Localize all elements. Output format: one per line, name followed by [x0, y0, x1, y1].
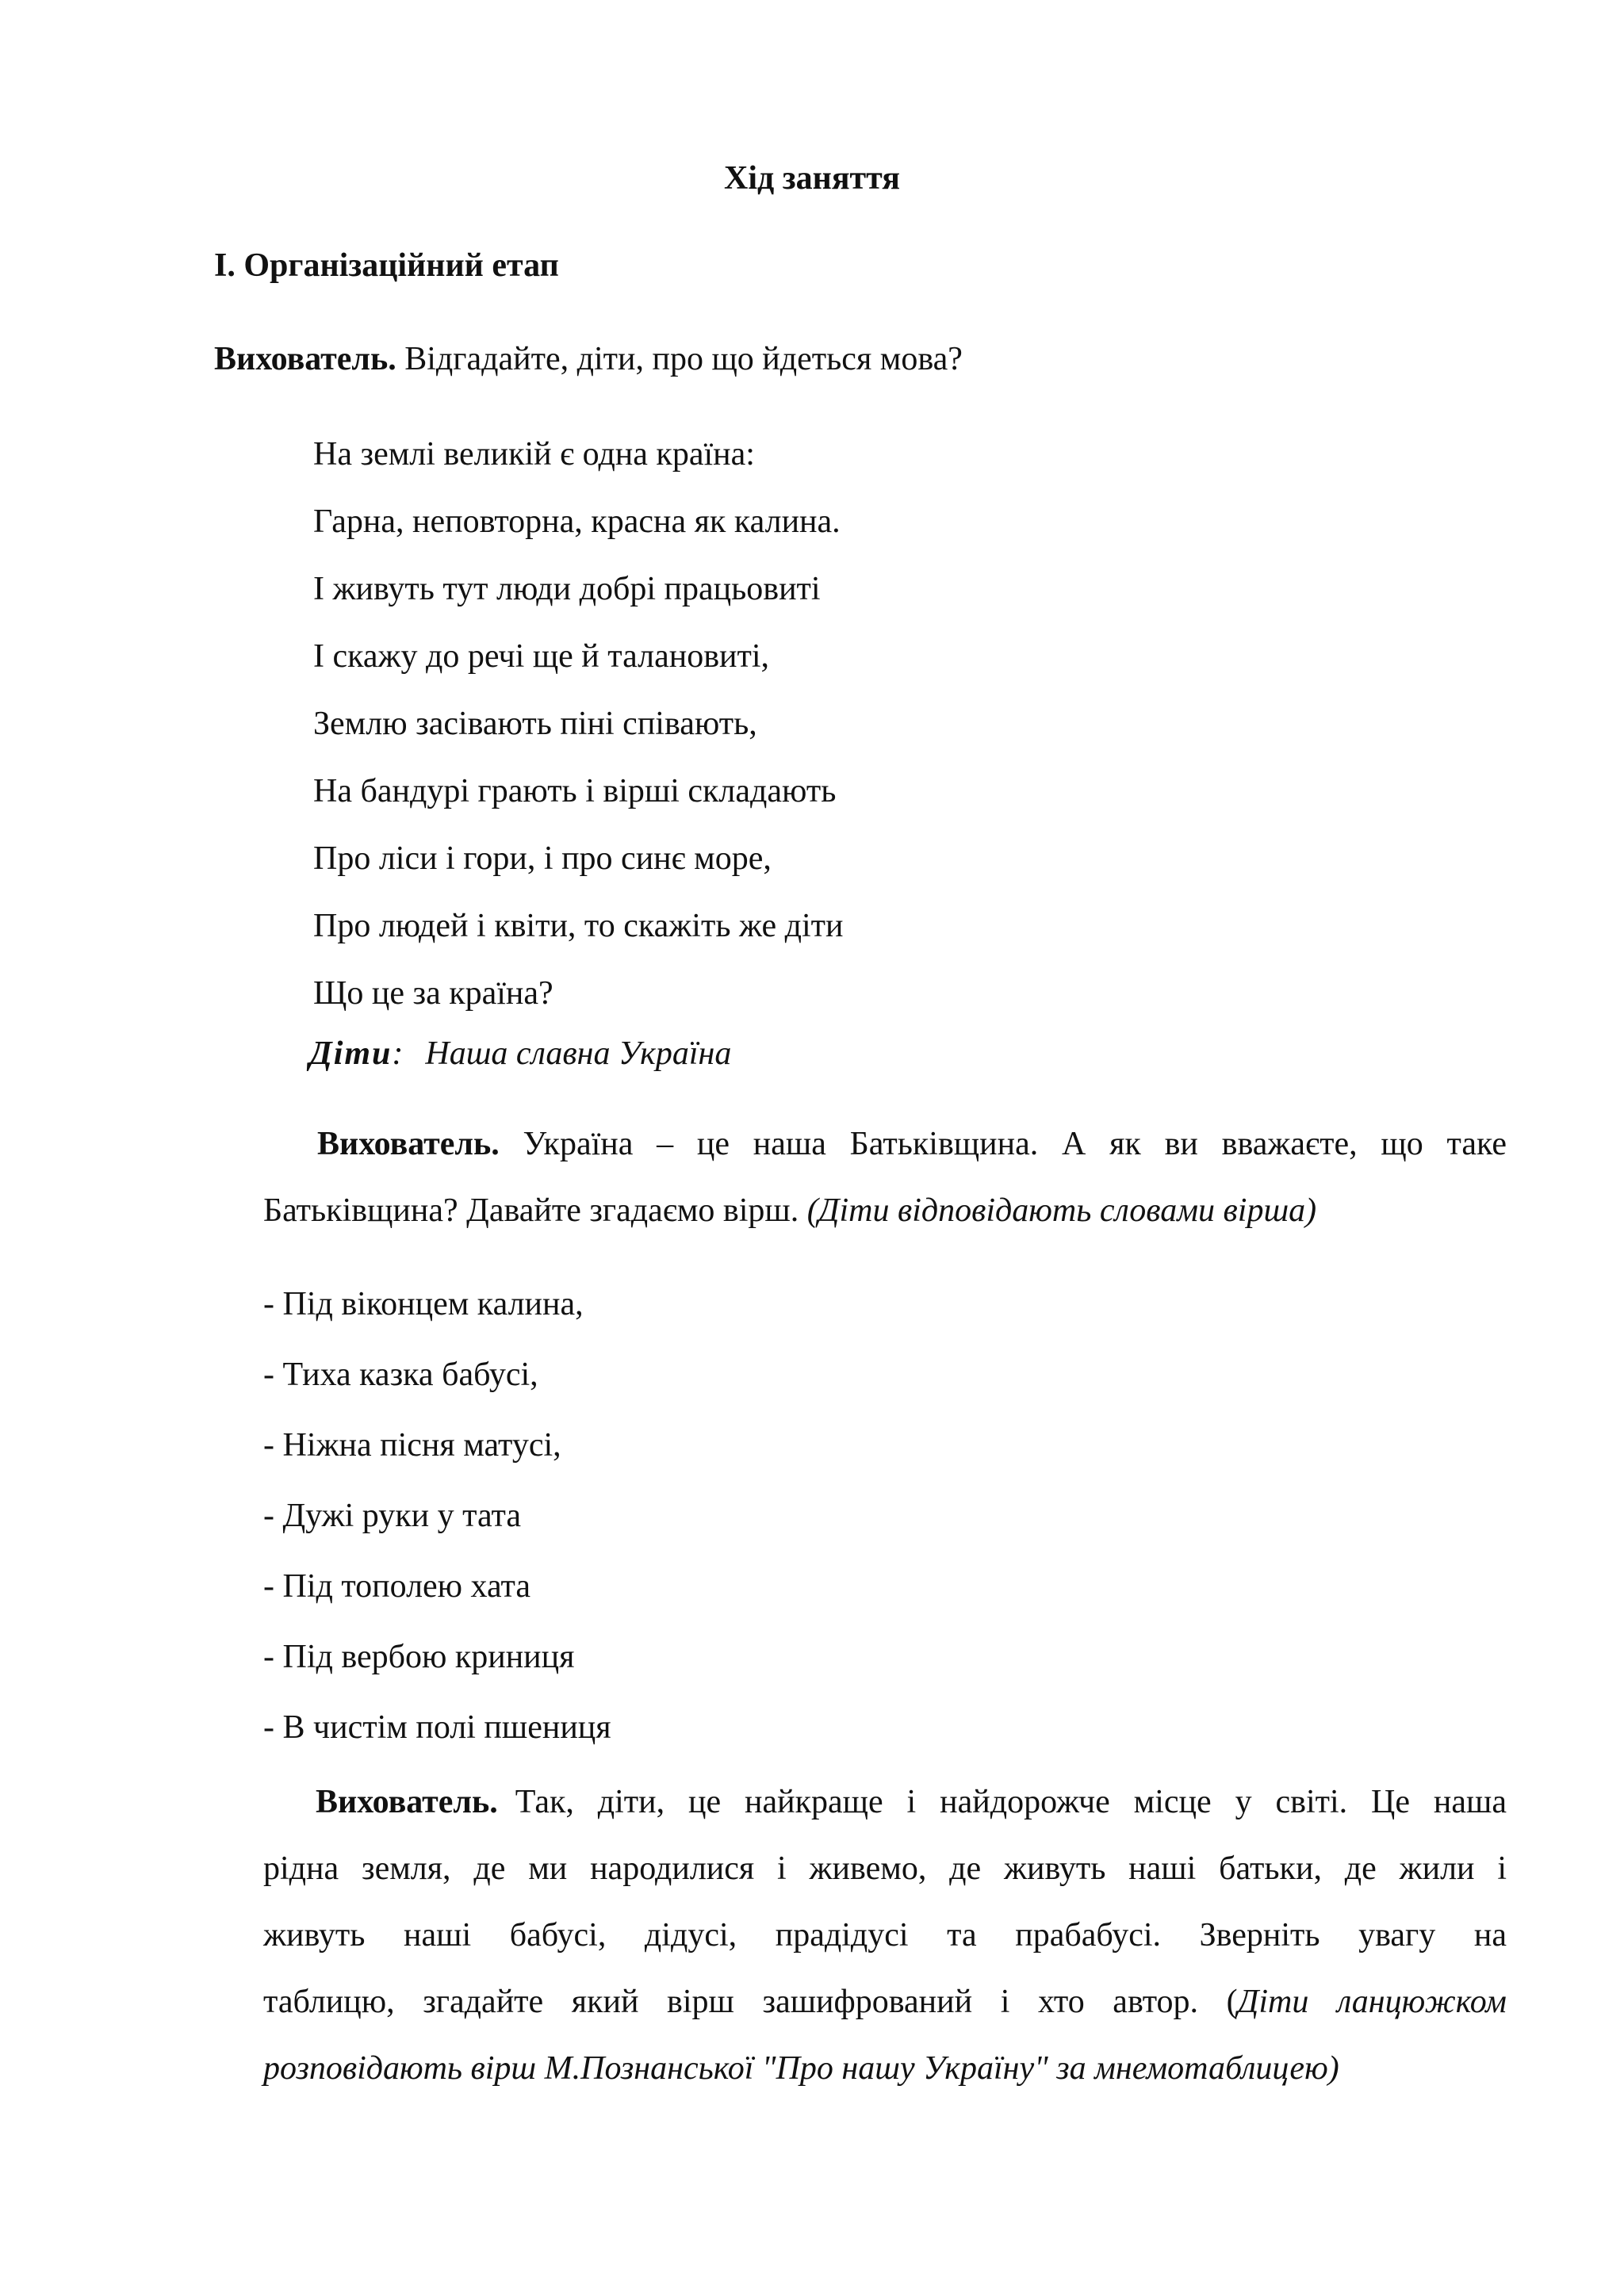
poem-line: На землі великій є одна країна: [313, 436, 755, 473]
paragraph-text: Україна – це наша Батьківщина. А як ви вважаєте, що таке [499, 1126, 1507, 1162]
paragraph-3-line-5: розповідають вірш М.Познанської "Про нашу Україну" за мнемотаблицею) [263, 2050, 1339, 2087]
paragraph-3-line-4 [263, 1982, 1507, 2022]
poem-line: Що це за країна? [313, 975, 553, 1012]
stage-direction: Діти ланцюжком [1237, 1984, 1507, 2020]
list-item: - Дужі руки у тата [263, 1498, 522, 1534]
answer-text: Наша славна Україна [425, 1035, 732, 1072]
paragraph-2-line-2 [263, 1191, 1316, 1230]
speaker-label: Вихователь. [316, 1784, 498, 1820]
paragraph-2-line-1 [317, 1124, 1507, 1164]
poem-line: І живуть тут люди добрі працьовиті [313, 571, 821, 607]
stage-direction: (Діти відповідають словами вірша) [806, 1192, 1317, 1229]
poem-line: Про ліси і гори, і про синє море, [313, 840, 772, 877]
paragraph-3-line-2: рідна земля, де ми народилися і живемо, де живуть наші батьки, де жили і [263, 1850, 1507, 1887]
poem-line: Землю засівають піні співають, [313, 706, 757, 742]
intro-text: Відгадайте, діти, про що йдеться мова? [396, 341, 963, 377]
list-item: - В чистім полі пшениця [263, 1709, 611, 1746]
answer-speaker: Діти [309, 1035, 393, 1072]
list-item: - Ніжна пісня матусі, [263, 1427, 561, 1464]
children-answer [309, 1034, 731, 1073]
intro-paragraph [214, 339, 963, 379]
list-item: - Під тополею хата [263, 1568, 531, 1605]
poem-line: Про людей і квіти, то скажіть же діти [313, 908, 844, 944]
paragraph-text: Так, діти, це найкраще і найдорожче місце у світі. Це наша [515, 1784, 1507, 1820]
speaker-label: Вихователь. [214, 341, 396, 377]
page-title: Хід заняття [724, 160, 900, 197]
poem-line: Гарна, неповторна, красна як калина. [313, 503, 841, 540]
poem-line: На бандурі грають і вірші складають [313, 773, 837, 809]
paragraph-3-line-1 [316, 1782, 1507, 1822]
list-item: - Під вербою криниця [263, 1639, 575, 1675]
paragraph-3-line-3: живуть наші бабусі, дідусі, прадідусі та прабабусі. Зверніть увагу на [263, 1917, 1507, 1954]
paragraph-text: Батьківщина? Давайте згадаємо вірш. [263, 1192, 807, 1229]
poem-line: І скажу до речі ще й талановиті, [313, 638, 770, 675]
answer-colon: : [392, 1035, 404, 1072]
section-heading: І. Організаційний етап [214, 247, 559, 284]
list-item: - Тиха казка бабусі, [263, 1357, 538, 1393]
speaker-label: Вихователь. [317, 1126, 500, 1162]
list-item: - Під віконцем калина, [263, 1286, 584, 1322]
paragraph-text: таблицю, згадайте який вірш зашифрований і хто автор. ( [263, 1984, 1238, 2020]
